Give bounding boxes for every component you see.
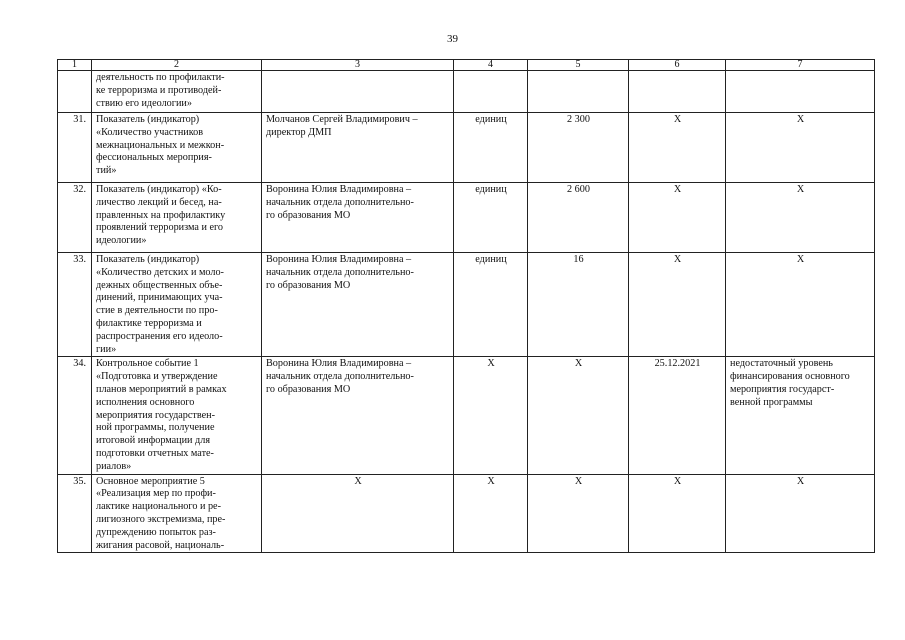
unit: Х — [454, 357, 528, 474]
row-number: 32. — [58, 183, 92, 253]
date: 25.12.2021 — [629, 357, 726, 474]
value: 2 600 — [528, 183, 629, 253]
header-col-6: 6 — [629, 60, 726, 71]
responsible: Воронина Юлия Владимировна – начальник отдела дополнительно- го образования МО — [262, 183, 454, 253]
responsible: Х — [262, 474, 454, 553]
note: недостаточный уровень финансирования основного мероприятия государст- венной программы — [726, 357, 875, 474]
page-number: 39 — [447, 33, 458, 45]
note: Х — [726, 253, 875, 357]
date: Х — [629, 253, 726, 357]
responsible: Воронина Юлия Владимировна – начальник отдела дополнительно- го образования МО — [262, 253, 454, 357]
table-row — [58, 357, 875, 474]
item-name: Основное мероприятие 5 «Реализация мер по профи- лактике национального и ре- лигиозного экстремизма, пре- дупреждению попыток раз- жигания расовой, националь- — [92, 474, 262, 553]
table-row — [58, 113, 875, 183]
unit: Х — [454, 474, 528, 553]
header-col-3: 3 — [262, 60, 454, 71]
table-row — [58, 183, 875, 253]
value — [528, 71, 629, 113]
header-col-5: 5 — [528, 60, 629, 71]
responsible — [262, 71, 454, 113]
item-name: Показатель (индикатор) «Количество детских и моло- дежных общественных объе- динений, принимающих уча- стие в деятельности по про- филактике терроризма и распространения его идеоло- гии» — [92, 253, 262, 357]
date: Х — [629, 113, 726, 183]
row-number: 35. — [58, 474, 92, 553]
value: 2 300 — [528, 113, 629, 183]
header-row — [58, 60, 875, 71]
header-col-7: 7 — [726, 60, 875, 71]
unit: единиц — [454, 183, 528, 253]
row-number — [58, 71, 92, 113]
value: Х — [528, 357, 629, 474]
header-col-4: 4 — [454, 60, 528, 71]
header-col-1: 1 — [58, 60, 92, 71]
note — [726, 71, 875, 113]
unit: единиц — [454, 253, 528, 357]
header-col-2: 2 — [92, 60, 262, 71]
item-name: Показатель (индикатор) «Количество участников межнациональных и межкон- фессиональных мероприя- тий» — [92, 113, 262, 183]
row-number: 31. — [58, 113, 92, 183]
item-name: деятельность по профилакти- ке терроризма и противодей- ствию его идеологии» — [92, 71, 262, 113]
date: Х — [629, 474, 726, 553]
table-body — [58, 71, 875, 553]
date — [629, 71, 726, 113]
row-number: 33. — [58, 253, 92, 357]
note: Х — [726, 474, 875, 553]
responsible: Воронина Юлия Владимировна – начальник отдела дополнительно- го образования МО — [262, 357, 454, 474]
note: Х — [726, 113, 875, 183]
value: Х — [528, 474, 629, 553]
date: Х — [629, 183, 726, 253]
item-name: Контрольное событие 1 «Подготовка и утверждение планов мероприятий в рамках исполнения основного мероприятия государствен- ной программы, получение итоговой информации для подготовки отчетных мате- риалов» — [92, 357, 262, 474]
table-row — [58, 474, 875, 553]
unit — [454, 71, 528, 113]
unit: единиц — [454, 113, 528, 183]
program-table — [57, 59, 875, 553]
row-number: 34. — [58, 357, 92, 474]
value: 16 — [528, 253, 629, 357]
item-name: Показатель (индикатор) «Ко- личество лекций и бесед, на- правленных на профилактику проявлений терроризма и его идеологии» — [92, 183, 262, 253]
table-row — [58, 253, 875, 357]
responsible: Молчанов Сергей Владимирович – директор ДМП — [262, 113, 454, 183]
table-row — [58, 71, 875, 113]
note: Х — [726, 183, 875, 253]
